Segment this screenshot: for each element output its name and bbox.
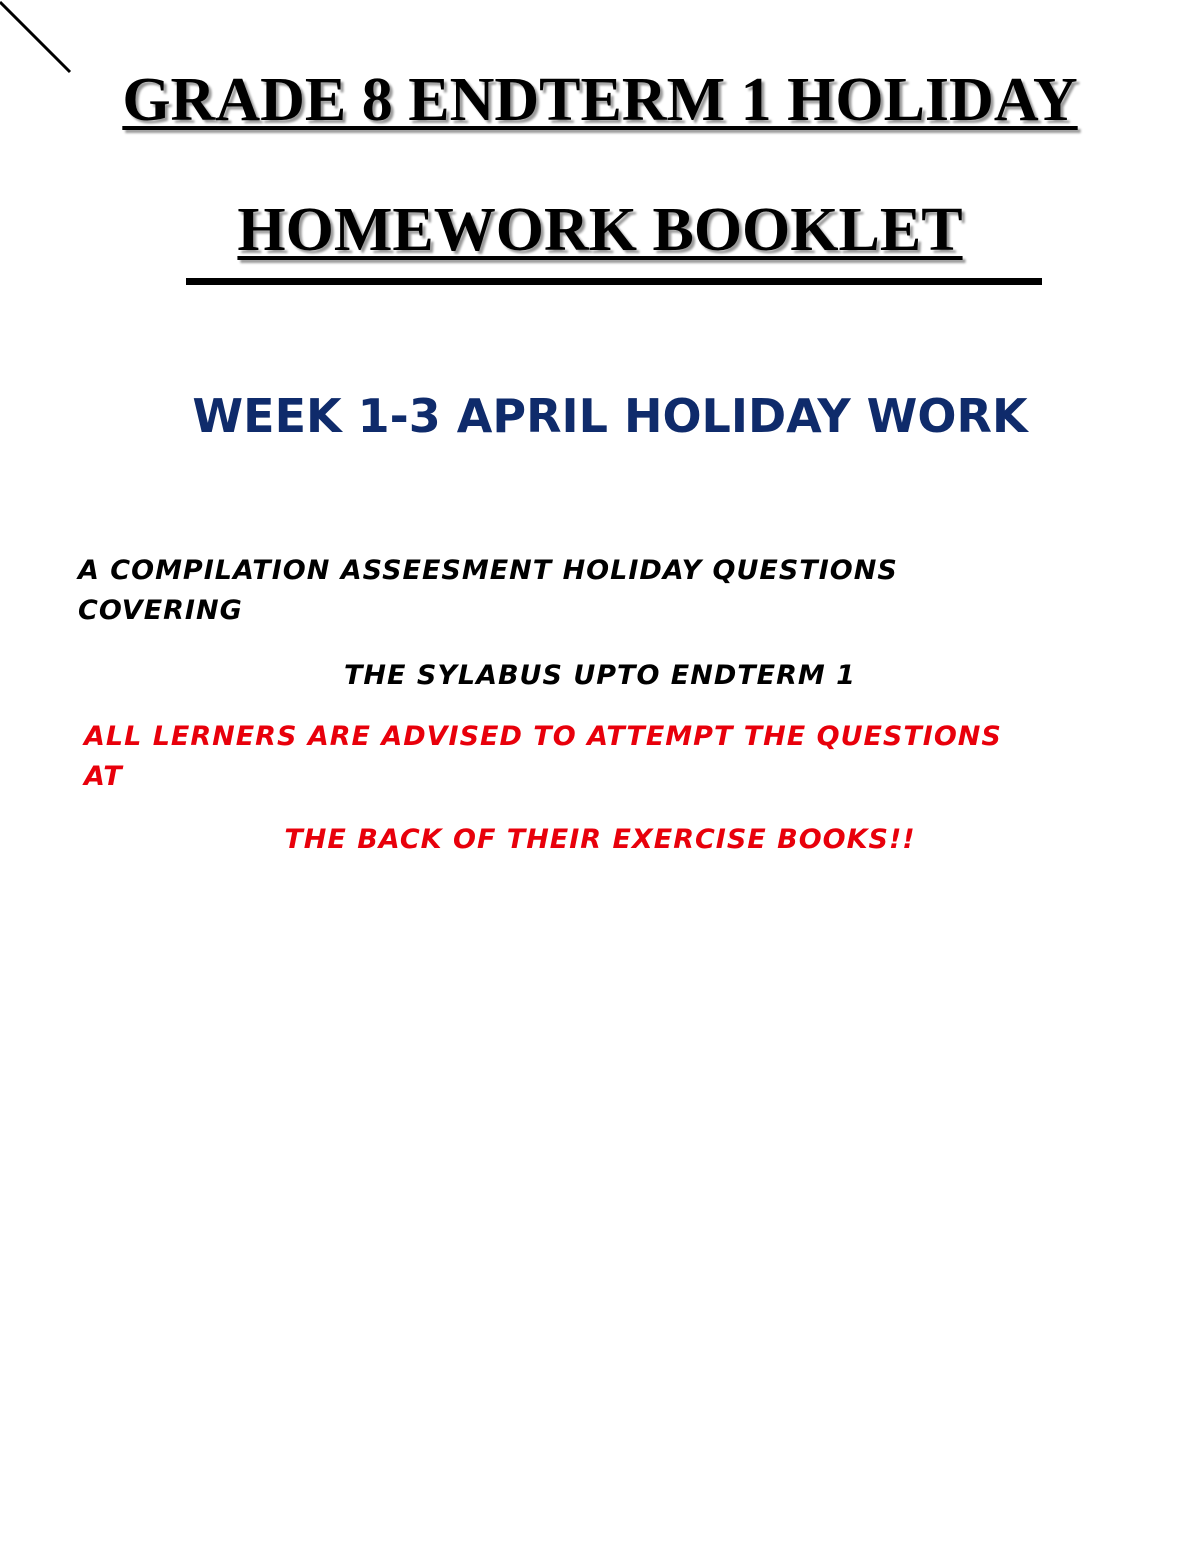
advice-line-1: ALL LERNERS ARE ADVISED TO ATTEMPT THE QUESTIONS (84, 721, 1002, 752)
title-divider (186, 278, 1042, 285)
syllabus-line: THE SYLABUS UPTO ENDTERM 1 (344, 660, 856, 691)
compilation-line-1: A COMPILATION ASSEESMENT HOLIDAY QUESTIONS (78, 555, 898, 586)
advice-line-3: THE BACK OF THEIR EXERCISE BOOKS!! (284, 824, 916, 855)
advice-line-2: AT (84, 761, 123, 792)
compilation-description (78, 551, 1018, 631)
title-line-2: HOMEWORK BOOKLET (237, 196, 963, 264)
week-heading: WEEK 1-3 APRIL HOLIDAY WORK (192, 389, 1028, 443)
title-line-1: GRADE 8 ENDTERM 1 HOLIDAY (122, 66, 1078, 134)
compilation-line-2: COVERING (78, 595, 243, 626)
